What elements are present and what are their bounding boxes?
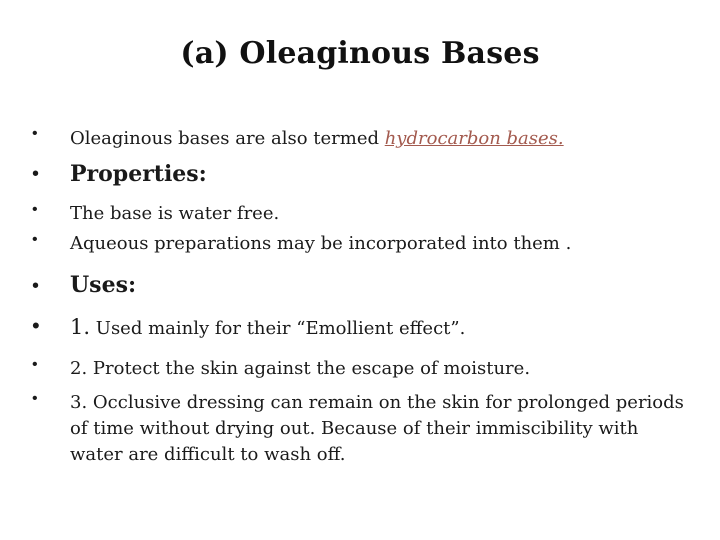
bullet-icon: •: [32, 313, 40, 338]
bullet-icon: •: [32, 163, 40, 185]
list-item-text: Oleaginous bases are also termed: [70, 128, 385, 149]
bullet-icon: •: [32, 231, 38, 248]
hydrocarbon-bases-link[interactable]: hydrocarbon bases.: [384, 128, 564, 149]
bullet-icon: •: [32, 356, 38, 373]
list-item: The base is water free.: [70, 203, 280, 224]
list-item: 2. Protect the skin against the escape of moisture.: [70, 358, 531, 379]
slide-title: (a) Oleaginous Bases: [180, 36, 540, 71]
list-item: [70, 126, 690, 152]
list-item-text: Used mainly for their “Emollient effect”.: [90, 318, 466, 339]
bullet-icon: •: [32, 390, 38, 407]
list-item: [70, 314, 690, 342]
section-heading-uses: Uses:: [70, 272, 137, 298]
list-item: 3. Occlusive dressing can remain on the skin for prolonged periods of time without drying out. Because of their immiscibility with water are difficult to wash off.: [70, 392, 684, 465]
list-item-number: 1.: [70, 315, 91, 339]
bullet-icon: •: [32, 275, 40, 297]
bullet-icon: •: [32, 125, 38, 142]
section-heading-properties: Properties:: [70, 161, 207, 187]
list-item: Aqueous preparations may be incorporated into them .: [70, 233, 572, 254]
bullet-icon: •: [32, 201, 38, 218]
